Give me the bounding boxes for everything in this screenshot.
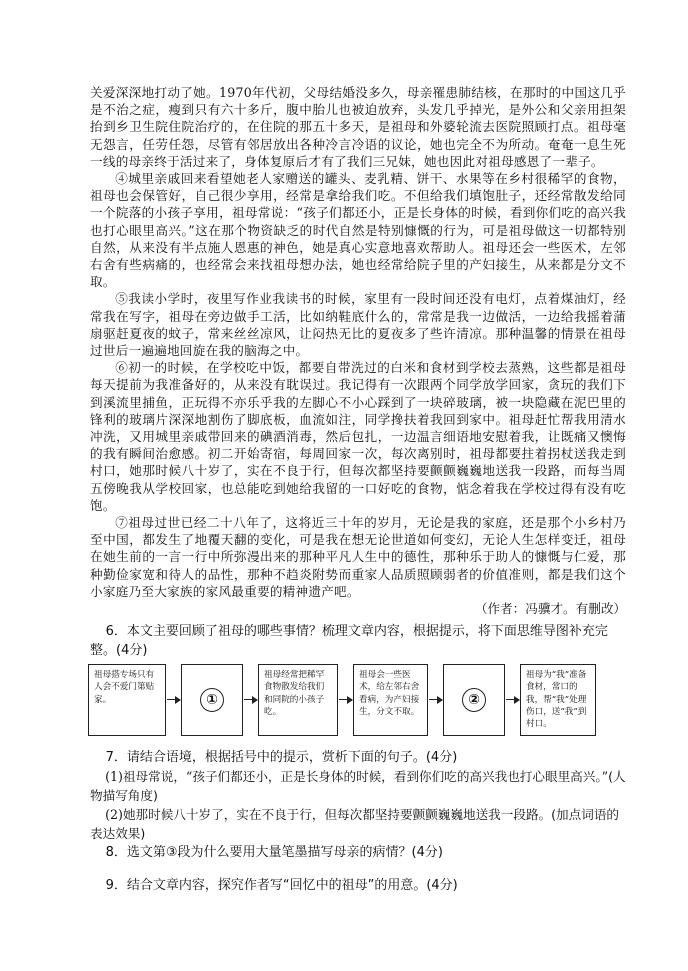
passage-paragraph-4: ④城里亲戚回来看望她老人家赠送的罐头、麦乳精、饼干、水果等在乡村很稀罕的食物，祖母也会保管好，自己很少享用，经常是拿给我们吃。不但给我们填饱肚子，还经常散发给同一个院落的小孩子享用，祖母常说：“孩子们都还小，正是长身体的时候，看到你们吃的高兴我也打心眼里高兴。”这在那个物资缺乏的时代自然是特别慷慨的行为，可是祖母做这一切都特别自然，从来没有半点施人恩惠的神色，她是真心实意地喜欢帮助人。祖母还会一些医术，左邻右舍有些病痛的，也经常会来找祖母想办法，她也经常给院子里的产妇接生，从来都是分文不取。	[90, 171, 626, 290]
passage-paragraph-5: ⑤我读小学时，夜里写作业我读书的时候，家里有一段时间还没有电灯，点着煤油灯，经常我在写字，祖母在旁边做手工活，比如纳鞋底什么的，常常是我一边做活，一边给我摇着蒲扇驱赶夏夜的蚊子，常来丝丝凉风，让闷热无比的夏夜多了些许清凉。那种温馨的情景在祖母过世后一遍遍地回旋在我的脑海之中。	[90, 291, 626, 359]
mind-map-box-3: 祖母经常把稀罕食物散发给我们和同院的小孩子吃。	[258, 664, 338, 736]
arrow-icon	[244, 699, 257, 700]
question-7-1-hint: (人物描写角度)	[90, 769, 626, 804]
arrow-icon	[339, 699, 352, 700]
passage-paragraph-6: ⑥初一的时候，在学校吃中饭，都要自带洗过的白米和食材到学校去蒸熟，这些都是祖母每天提前为我准备好的，从来没有耽误过。我记得有一次跟两个同学放学回家，贪玩的我们下到溪流里捕鱼，正玩得不亦乐乎我的左脚心不小心踩到了一块碎玻璃，被一块隐藏在泥巴里的锋利的玻璃片深深地割伤了脚底板，血流如注，同学搀扶着我回到家中。祖母赶忙帮我用清水冲洗，又用城里亲戚带回来的碘酒消毒，然后包扎，一边温言细语地安慰着我，让既痛又懊悔的我有瞬间治愈感。初二开始寄宿，每周回家一次，每次离别时，祖母都要拄着拐杖送我走到村口，她那时候八十岁了，实在不良于行，但每次都坚持要颤颤巍巍地送我一段路，而每当周五傍晚我从学校回家，也总能吃到她给我留的一口好吃的食物，惦念着我在学校过得有没有吃饱。	[90, 360, 626, 513]
mind-map-blank-2[interactable]	[443, 664, 505, 736]
mind-map	[88, 664, 626, 744]
mind-map-box-6: 祖母为“我”准备食材，常口的我，帮“我”处理伤口，送“我”到村口。	[520, 664, 596, 736]
arrow-icon	[506, 699, 519, 700]
question-7: 7．请结合语境，根据括号中的提示，赏析下面的句子。(4分)	[105, 750, 458, 766]
passage-paragraph-7: ⑦祖母过世已经二十八年了，这将近三十年的岁月，无论是我的家庭，还是那个小乡村乃至中国，都发生了地覆天翻的变化，可是我在想无论世道如何变幻，无论人生怎样变迁，祖母在她生前的一言一行中所弥漫出来的那种平凡人生中的德性，那种乐于助人的慷慨与仁爱，那种勤俭家宽和待人的品性，那种不趋炎附势而重家人品质照顾弱者的价值准则，都是我们这个小家庭乃至大家族的家风最重要的精神遗产吧。	[90, 515, 626, 599]
question-7-1-text: (1)祖母常说，“孩子们都还小，正是长身体的时候，看到你们吃的高兴我也打心眼里高兴。”	[105, 769, 609, 785]
exam-page	[90, 84, 626, 895]
question-7-1	[90, 767, 626, 805]
arrow-icon	[429, 699, 442, 700]
question-7-2	[90, 805, 626, 843]
blank-marker-1: ①	[200, 688, 224, 712]
question-8: 8．选文第③段为什么要用大量笔墨描写母亲的病情？(4分)	[105, 845, 443, 861]
mind-map-blank-1[interactable]	[181, 664, 243, 736]
passage-paragraph-3-cont: 关爱深深地打动了她。1970年代初，父母结婚没多久，母亲罹患肺结核，在那时的中国这几乎是不治之症，瘦到只有六十多斤，腹中胎儿也被迫放弃，头发几乎掉光，是外公和父亲用担架抬到乡卫生院住院治疗的，在住院的那五十多天，是祖母和外婆轮流去医院照顾打点。祖母毫无怨言，任劳任怨，尽管有邻居放出各种冷言冷语的议论，她也完全不为所动。奄奄一息生死一线的母亲终于活过来了，身体复原后才有了我们三兄妹，她也因此对祖母感恩了一辈子。	[90, 85, 626, 169]
mind-map-box-1: 祖母搭专场只有人会不爱门第贴家。	[88, 664, 166, 736]
mind-map-box-4: 祖母会一些医术，给左邻右舍看病，为产妇接生，分文不取。	[353, 664, 428, 736]
question-7-2-hint: (加点词语的表达效果)	[90, 807, 620, 842]
author-line: （作者：冯骥才。有删改）	[474, 601, 626, 617]
blank-marker-2: ②	[462, 688, 486, 712]
arrow-icon	[167, 699, 180, 700]
question-6: 6．本文主要回顾了祖母的哪些事情？梳理文章内容，根据提示，将下面思维导图补充完整。(4分)	[90, 624, 608, 659]
question-9: 9．结合文章内容，探究作者写“回忆中的祖母”的用意。(4分)	[105, 878, 458, 894]
question-7-2-text: (2)她那时候八十岁了，实在不良于行，但每次都坚持要颤颤巍巍地送我一段路。	[105, 807, 552, 823]
